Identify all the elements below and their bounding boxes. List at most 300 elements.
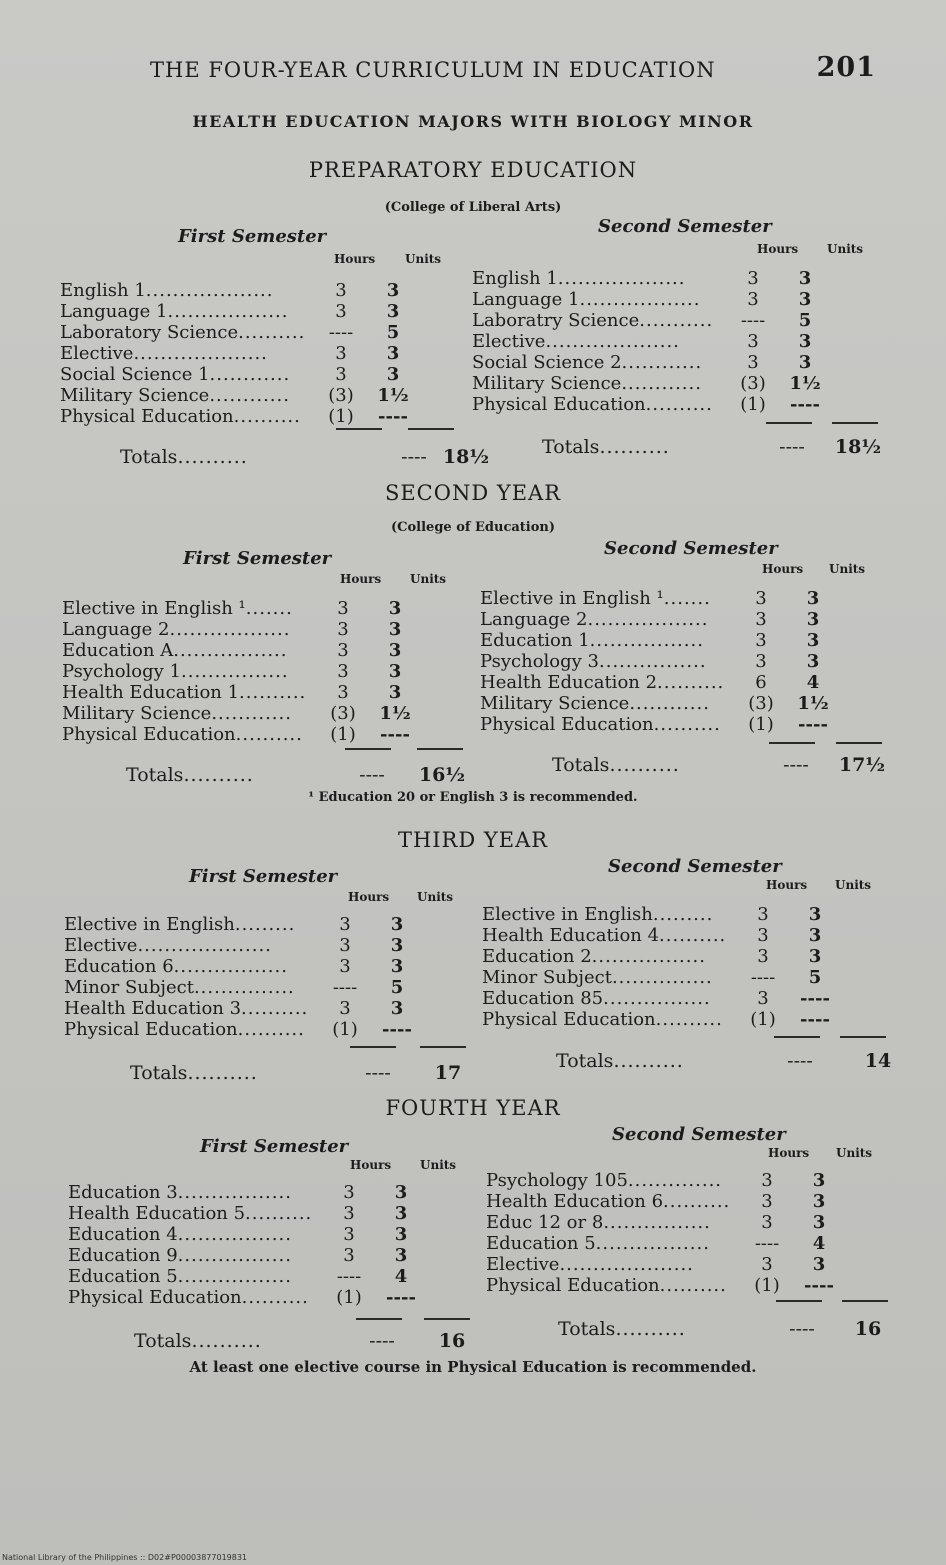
course-table-second-first	[62, 598, 421, 745]
course-hours: (3)	[748, 693, 774, 714]
course-name	[480, 609, 735, 630]
course-hours: 3	[747, 352, 759, 373]
course-hours: (1)	[336, 1287, 362, 1308]
semester-label-fourth-second: Second Semester	[612, 1124, 786, 1145]
course-name	[62, 619, 317, 640]
rule	[408, 428, 454, 430]
rows	[486, 1170, 845, 1296]
totals-hours: ----	[787, 1050, 813, 1072]
rule	[766, 422, 812, 424]
course-units: 3	[394, 1203, 408, 1224]
course-hours: (1)	[330, 724, 356, 745]
course-name	[60, 406, 315, 427]
course-name	[472, 331, 727, 352]
totals-label: Totals..........	[126, 764, 254, 786]
course-units: 5	[798, 310, 812, 331]
course-name	[62, 682, 317, 703]
course-name	[486, 1275, 741, 1296]
course-hours: 3	[339, 914, 351, 935]
course-units: 3	[798, 331, 812, 352]
course-label: Social Science 2	[472, 352, 622, 373]
dot-leader: ..........	[655, 1009, 723, 1030]
dot-leader: ................	[603, 988, 711, 1009]
rule	[356, 1318, 402, 1320]
course-hours: 6	[755, 672, 767, 693]
dot-leader: ............	[211, 703, 292, 724]
course-hours: 3	[343, 1203, 355, 1224]
course-name	[472, 352, 727, 373]
course-row	[472, 310, 831, 331]
course-name	[68, 1266, 323, 1287]
course-row	[480, 693, 839, 714]
course-units: 3	[386, 280, 400, 301]
course-row	[60, 322, 419, 343]
course-units: 3	[388, 598, 402, 619]
course-name	[480, 672, 735, 693]
course-name	[486, 1170, 741, 1191]
dot-leader: .................	[589, 630, 704, 651]
course-name	[482, 904, 737, 925]
year-title-prep: PREPARATORY EDUCATION	[308, 158, 638, 182]
course-label: Language 1	[472, 289, 580, 310]
totals-row-prep-second	[542, 436, 912, 462]
course-name	[480, 630, 735, 651]
totals-units: 16½	[418, 764, 466, 786]
rule	[350, 1046, 396, 1048]
course-label: Education 1	[480, 630, 590, 651]
course-hours: 3	[339, 935, 351, 956]
course-name	[60, 364, 315, 385]
dot-leader: ................	[599, 651, 707, 672]
course-label: Laboratry Science	[472, 310, 640, 331]
course-hours: 3	[343, 1245, 355, 1266]
course-units: ----	[790, 394, 820, 415]
dot-leader: ..........	[663, 1191, 731, 1212]
college-label-second: (College of Education)	[391, 520, 555, 535]
course-hours: (1)	[750, 1009, 776, 1030]
course-row	[68, 1287, 427, 1308]
dot-leader: ................	[181, 661, 289, 682]
totals-units: 17	[434, 1062, 462, 1084]
course-name	[486, 1233, 741, 1254]
course-units: 3	[798, 268, 812, 289]
dot-leader: ..................	[587, 609, 709, 630]
course-row	[482, 988, 841, 1009]
course-units: 3	[808, 904, 822, 925]
course-units: 3	[388, 661, 402, 682]
dot-leader: ..........	[653, 714, 721, 735]
course-hours: 3	[755, 630, 767, 651]
hours-header-second-first: Hours	[340, 572, 382, 586]
course-table-third-first	[64, 914, 423, 1040]
course-hours: 3	[337, 598, 349, 619]
dot-leader: ..........	[659, 1275, 727, 1296]
course-row	[64, 1019, 423, 1040]
course-hours: ----	[750, 967, 776, 988]
course-label: English 1	[472, 268, 558, 289]
dot-leader: .................	[591, 946, 706, 967]
course-units: 3	[808, 946, 822, 967]
course-label: Military Science	[472, 373, 622, 394]
course-label: Physical Education	[68, 1287, 242, 1308]
course-hours: ----	[332, 977, 358, 998]
totals-units: 14	[864, 1050, 892, 1072]
college-label-prep: (College of Liberal Arts)	[384, 200, 562, 215]
totals-label: Totals..........	[130, 1062, 258, 1084]
course-hours: 3	[757, 925, 769, 946]
course-label: Education 4	[68, 1224, 178, 1245]
course-name	[486, 1254, 741, 1275]
course-table-prep-first	[60, 280, 419, 427]
hours-header-prep-second: Hours	[757, 242, 799, 256]
course-row	[60, 406, 419, 427]
course-hours: 3	[755, 651, 767, 672]
rule	[842, 1300, 888, 1302]
totals-row-second-first	[126, 764, 496, 790]
course-label: Elective	[472, 331, 546, 352]
course-label: Military Science	[60, 385, 210, 406]
totals-label: Totals..........	[558, 1318, 686, 1340]
course-row	[486, 1191, 845, 1212]
course-hours: 3	[761, 1170, 773, 1191]
course-hours: 3	[755, 609, 767, 630]
rows	[64, 914, 423, 1040]
course-row	[486, 1275, 845, 1296]
course-name	[68, 1203, 323, 1224]
course-units: 3	[812, 1212, 826, 1233]
dot-leader: ............	[621, 373, 702, 394]
course-hours: ----	[328, 322, 354, 343]
course-label: Health Education 1	[62, 682, 240, 703]
course-label: Elective in English	[482, 904, 653, 925]
course-name	[472, 268, 727, 289]
course-hours: (1)	[332, 1019, 358, 1040]
course-label: English 1	[60, 280, 146, 301]
course-units: 3	[388, 640, 402, 661]
course-name	[60, 322, 315, 343]
dot-leader: .................	[173, 640, 288, 661]
course-units: 4	[394, 1266, 408, 1287]
hours-header-fourth-second: Hours	[768, 1146, 810, 1160]
course-units: 3	[808, 925, 822, 946]
course-units: 5	[808, 967, 822, 988]
course-name	[486, 1191, 741, 1212]
dot-leader: ..........	[238, 322, 306, 343]
course-name	[60, 343, 315, 364]
course-label: Elective in English ¹	[480, 588, 664, 609]
course-units: 3	[806, 651, 820, 672]
course-label: Physical Education	[64, 1019, 238, 1040]
course-name	[64, 914, 319, 935]
course-label: Education 6	[64, 956, 174, 977]
course-name	[472, 373, 727, 394]
year-title-fourth: FOURTH YEAR	[385, 1096, 561, 1120]
course-label: Physical Education	[60, 406, 234, 427]
dot-leader: ............	[621, 352, 703, 373]
course-label: Psychology 1	[62, 661, 182, 682]
course-label: Health Education 6	[486, 1191, 664, 1212]
course-units: 3	[390, 998, 404, 1019]
totals-hours: ----	[365, 1062, 391, 1084]
course-name	[472, 289, 727, 310]
course-label: Health Education 3	[64, 998, 242, 1019]
course-row	[64, 914, 423, 935]
hours-header-third-second: Hours	[766, 878, 808, 892]
dot-leader: .................	[177, 1224, 292, 1245]
totals-row-fourth-first	[134, 1330, 504, 1356]
dot-leader: ..........	[233, 406, 301, 427]
course-row	[486, 1170, 845, 1191]
course-name	[62, 724, 317, 745]
course-label: Educ 12 or 8	[486, 1212, 604, 1233]
course-row	[482, 967, 841, 988]
course-units: 5	[390, 977, 404, 998]
dot-leader: ...................	[557, 268, 686, 289]
course-units: 3	[812, 1254, 826, 1275]
course-row	[62, 682, 421, 703]
course-table-fourth-first	[68, 1182, 427, 1308]
course-row	[480, 714, 839, 735]
course-row	[472, 268, 831, 289]
course-units: 3	[806, 609, 820, 630]
semester-label-prep-first: First Semester	[178, 226, 327, 247]
course-row	[486, 1233, 845, 1254]
course-name	[64, 1019, 319, 1040]
units-header-prep-second: Units	[827, 242, 864, 256]
course-hours: 3	[757, 988, 769, 1009]
course-units: ----	[800, 1009, 830, 1030]
totals-label: Totals..........	[134, 1330, 262, 1352]
course-hours: (3)	[330, 703, 356, 724]
course-name	[472, 394, 727, 415]
course-units: 3	[394, 1245, 408, 1266]
course-units: 3	[386, 364, 400, 385]
course-units: 5	[386, 322, 400, 343]
course-row	[62, 703, 421, 724]
dot-leader: ..........	[657, 672, 725, 693]
totals-hours: ----	[779, 436, 805, 458]
rows	[482, 904, 841, 1030]
semester-label-third-first: First Semester	[189, 866, 338, 887]
course-row	[64, 956, 423, 977]
course-name	[480, 714, 735, 735]
course-hours: 3	[337, 682, 349, 703]
course-table-prep-second	[472, 268, 831, 415]
rule	[424, 1318, 470, 1320]
units-header-second-second: Units	[829, 562, 866, 576]
course-name	[480, 651, 735, 672]
course-row	[68, 1224, 427, 1245]
course-label: Physical Education	[472, 394, 646, 415]
course-label: Social Science 1	[60, 364, 210, 385]
course-units: 3	[388, 682, 402, 703]
course-label: Minor Subject	[64, 977, 194, 998]
course-hours: 3	[755, 588, 767, 609]
course-hours: 3	[339, 998, 351, 1019]
dot-leader: ..........	[241, 998, 309, 1019]
rule	[417, 748, 463, 750]
dot-leader: ..........	[645, 394, 713, 415]
course-row	[64, 935, 423, 956]
totals-label: Totals..........	[120, 446, 248, 468]
dot-leader: .................	[177, 1266, 292, 1287]
totals-row-third-first	[130, 1062, 500, 1088]
course-row	[486, 1254, 845, 1275]
course-row	[64, 977, 423, 998]
hours-header-third-first: Hours	[348, 890, 390, 904]
course-units: ----	[798, 714, 828, 735]
course-name	[480, 693, 735, 714]
course-hours: ----	[754, 1233, 780, 1254]
course-hours: 3	[335, 301, 347, 322]
course-row	[472, 331, 831, 352]
course-row	[472, 352, 831, 373]
course-units: 3	[394, 1224, 408, 1245]
rule	[776, 1300, 822, 1302]
course-hours: (1)	[754, 1275, 780, 1296]
dot-leader: .........	[652, 904, 714, 925]
units-header-third-first: Units	[417, 890, 454, 904]
course-hours: 3	[337, 619, 349, 640]
course-label: Elective	[486, 1254, 560, 1275]
course-row	[62, 619, 421, 640]
dot-leader: ...................	[145, 280, 274, 301]
dot-leader: .................	[177, 1245, 292, 1266]
semester-label-fourth-first: First Semester	[200, 1136, 349, 1157]
dot-leader: .................	[173, 956, 288, 977]
course-hours: 3	[335, 280, 347, 301]
rule	[840, 1036, 886, 1038]
course-label: Language 2	[62, 619, 170, 640]
course-name	[64, 935, 319, 956]
hours-header-second-second: Hours	[762, 562, 804, 576]
totals-units: 16	[438, 1330, 466, 1352]
course-table-second-second	[480, 588, 839, 735]
rows	[480, 588, 839, 735]
totals-row-prep-first	[120, 446, 490, 472]
dot-leader: .......	[663, 588, 711, 609]
rows	[60, 280, 419, 427]
course-name	[68, 1245, 323, 1266]
dot-leader: .......	[245, 598, 293, 619]
course-name	[482, 967, 737, 988]
rows	[62, 598, 421, 745]
rule	[345, 748, 391, 750]
rule	[832, 422, 878, 424]
units-header-fourth-first: Units	[420, 1158, 457, 1172]
course-name	[482, 946, 737, 967]
course-units: 3	[798, 352, 812, 373]
course-name	[482, 1009, 737, 1030]
course-units: 1½	[377, 385, 409, 406]
dot-leader: ..................	[167, 301, 289, 322]
course-units: 3	[390, 914, 404, 935]
course-label: Health Education 4	[482, 925, 660, 946]
course-row	[60, 301, 419, 322]
course-label: Elective	[64, 935, 138, 956]
running-head-title: THE FOUR-YEAR CURRICULUM IN EDUCATION	[150, 58, 716, 82]
course-units: 3	[386, 301, 400, 322]
course-label: Education 9	[68, 1245, 178, 1266]
course-units: 4	[812, 1233, 826, 1254]
course-label: Psychology 105	[486, 1170, 628, 1191]
course-label: Psychology 3	[480, 651, 600, 672]
totals-label: Totals..........	[552, 754, 680, 776]
dot-leader: .................	[177, 1182, 292, 1203]
rows	[472, 268, 831, 415]
dot-leader: ..................	[579, 289, 701, 310]
course-row	[480, 609, 839, 630]
course-row	[480, 651, 839, 672]
course-hours: (3)	[328, 385, 354, 406]
totals-hours: ----	[783, 754, 809, 776]
course-units: 3	[386, 343, 400, 364]
course-row	[482, 904, 841, 925]
rule	[336, 428, 382, 430]
dot-leader: ...........	[639, 310, 714, 331]
course-hours: 3	[747, 268, 759, 289]
totals-units: 16	[854, 1318, 882, 1340]
course-units: 4	[806, 672, 820, 693]
course-name	[62, 598, 317, 619]
course-label: Elective in English	[64, 914, 235, 935]
course-name	[68, 1287, 323, 1308]
course-label: Laboratory Science	[60, 322, 239, 343]
course-row	[60, 280, 419, 301]
course-label: Education 2	[482, 946, 592, 967]
program-title: HEALTH EDUCATION MAJORS WITH BIOLOGY MINOR	[192, 112, 754, 131]
course-label: Education 5	[486, 1233, 596, 1254]
dot-leader: ..............	[627, 1170, 723, 1191]
closing-note: At least one elective course in Physical Education is recommended.	[189, 1358, 757, 1376]
course-label: Education 3	[68, 1182, 178, 1203]
course-name	[482, 988, 737, 1009]
totals-row-second-second	[552, 754, 922, 780]
semester-label-second-first: First Semester	[183, 548, 332, 569]
course-label: Education 85	[482, 988, 604, 1009]
units-header-prep-first: Units	[405, 252, 442, 266]
course-hours: 3	[757, 904, 769, 925]
course-name	[68, 1224, 323, 1245]
course-label: Minor Subject	[482, 967, 612, 988]
course-hours: 3	[337, 661, 349, 682]
course-row	[486, 1212, 845, 1233]
rule	[769, 742, 815, 744]
course-hours: 3	[339, 956, 351, 977]
dot-leader: ..........	[245, 1203, 313, 1224]
course-name	[68, 1182, 323, 1203]
course-hours: (1)	[748, 714, 774, 735]
page-number: 201	[816, 52, 876, 83]
dot-leader: ............	[629, 693, 710, 714]
course-units: ----	[386, 1287, 416, 1308]
course-units: 3	[394, 1182, 408, 1203]
course-hours: 3	[747, 331, 759, 352]
course-units: ----	[378, 406, 408, 427]
dot-leader: ..........	[659, 925, 727, 946]
course-row	[68, 1203, 427, 1224]
course-units: 1½	[797, 693, 829, 714]
course-label: Education 5	[68, 1266, 178, 1287]
totals-label: Totals..........	[542, 436, 670, 458]
totals-hours: ----	[359, 764, 385, 786]
semester-label-third-second: Second Semester	[608, 856, 782, 877]
course-name	[64, 956, 319, 977]
rule	[774, 1036, 820, 1038]
course-units: 3	[812, 1170, 826, 1191]
scan-credit: National Library of the Philippines :: D02#P00003877019831	[2, 1553, 248, 1562]
course-hours: 3	[761, 1254, 773, 1275]
